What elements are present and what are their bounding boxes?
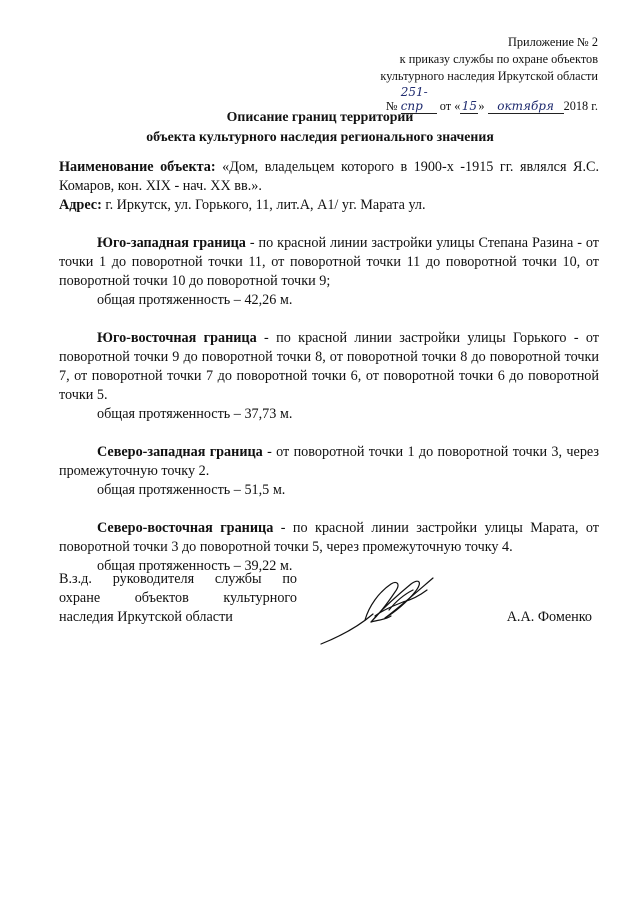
order-year: 2018 г. [563, 99, 598, 113]
border-text: - по красной линии застройки улицы Горького - от поворотной точки 9 до поворотной точки 8, от поворотной точки 8 до поворотной точки 7, от поворотной точки 7 до поворотной точки 6, от поворотной точки 6 до поворотной точки 5. [59, 330, 600, 403]
order-month: октября [488, 99, 564, 114]
position-word: руководителя [112, 571, 195, 587]
border-label: Юго-западная граница [97, 235, 246, 251]
order-no-prefix: № [385, 99, 398, 113]
object-name [59, 158, 599, 196]
appendix-header [298, 34, 598, 115]
object-name-label: Наименование объекта: [59, 159, 216, 175]
border-text: - от поворотной точки 1 до поворотной точки 3, через промежуточную точку 2. [59, 444, 599, 479]
order-from-label: от « [439, 99, 461, 113]
appendix-line-2: к приказу службы по охране объектов [399, 52, 598, 66]
border-text: - по красной линии застройки улицы Степана Разина - от точки 1 до поворотной точки 11, от поворотной точки 11 до поворотной точки 10, от поворотной точки 10 до поворотной точки 9; [59, 235, 599, 289]
border-total: общая протяженность – 37,73 м. [97, 406, 293, 422]
appendix-line-3: культурного наследия Иркутской области [380, 69, 598, 83]
border-label: Северо-восточная граница [97, 520, 274, 536]
border-text: - по красной линии застройки улицы Марата, от поворотной точки 3 до поворотной точки 5, через промежуточную точку 4. [59, 520, 599, 555]
address-label: Адрес: [59, 197, 102, 213]
position-word: по [282, 571, 297, 587]
appendix-line-1: Приложение № 2 [507, 35, 598, 49]
order-number: 251-спр [401, 85, 437, 114]
border-total: общая протяженность – 39,22 м. [97, 558, 293, 574]
position-line-1 [59, 570, 297, 589]
border-northwest [59, 443, 599, 481]
document-body [59, 158, 599, 576]
position-word: культурного [223, 590, 297, 606]
handwritten-signature-icon [315, 570, 445, 650]
border-total: общая протяженность – 42,26 м. [97, 292, 293, 308]
border-southwest [59, 234, 599, 291]
border-label: Юго-восточная граница [97, 330, 257, 346]
position-word: В.з.д. [59, 571, 92, 587]
title-line-1: Описание границ территории [226, 109, 414, 124]
signatory-name: А.А. Фоменко [506, 609, 592, 625]
position-word: службы [214, 571, 262, 587]
position-line-2 [59, 589, 297, 608]
border-northeast [59, 519, 599, 557]
document-title [0, 107, 640, 147]
object-address [59, 196, 599, 215]
object-name-value: «Дом, владельцем которого в 1900-х -1915 гг. являлся Я.С. Комаров, кон. XIX - нач. XX вв.». [59, 159, 600, 194]
border-southeast [59, 329, 599, 405]
order-close-quote: » [478, 99, 485, 113]
border-label: Северо-западная граница [97, 444, 263, 460]
order-day: 15 [461, 99, 477, 113]
address-value: г. Иркутск, ул. Горького, 11, лит.А, А1/ уг. Марата ул. [105, 197, 426, 213]
position-line-3: наследия Иркутской области [59, 609, 233, 625]
border-total: общая протяженность – 51,5 м. [97, 482, 286, 498]
signatory-position [59, 570, 297, 627]
title-line-2: объекта культурного наследия регионального значения [146, 129, 494, 144]
position-word: охране [59, 590, 101, 606]
position-word: объектов [134, 590, 189, 606]
